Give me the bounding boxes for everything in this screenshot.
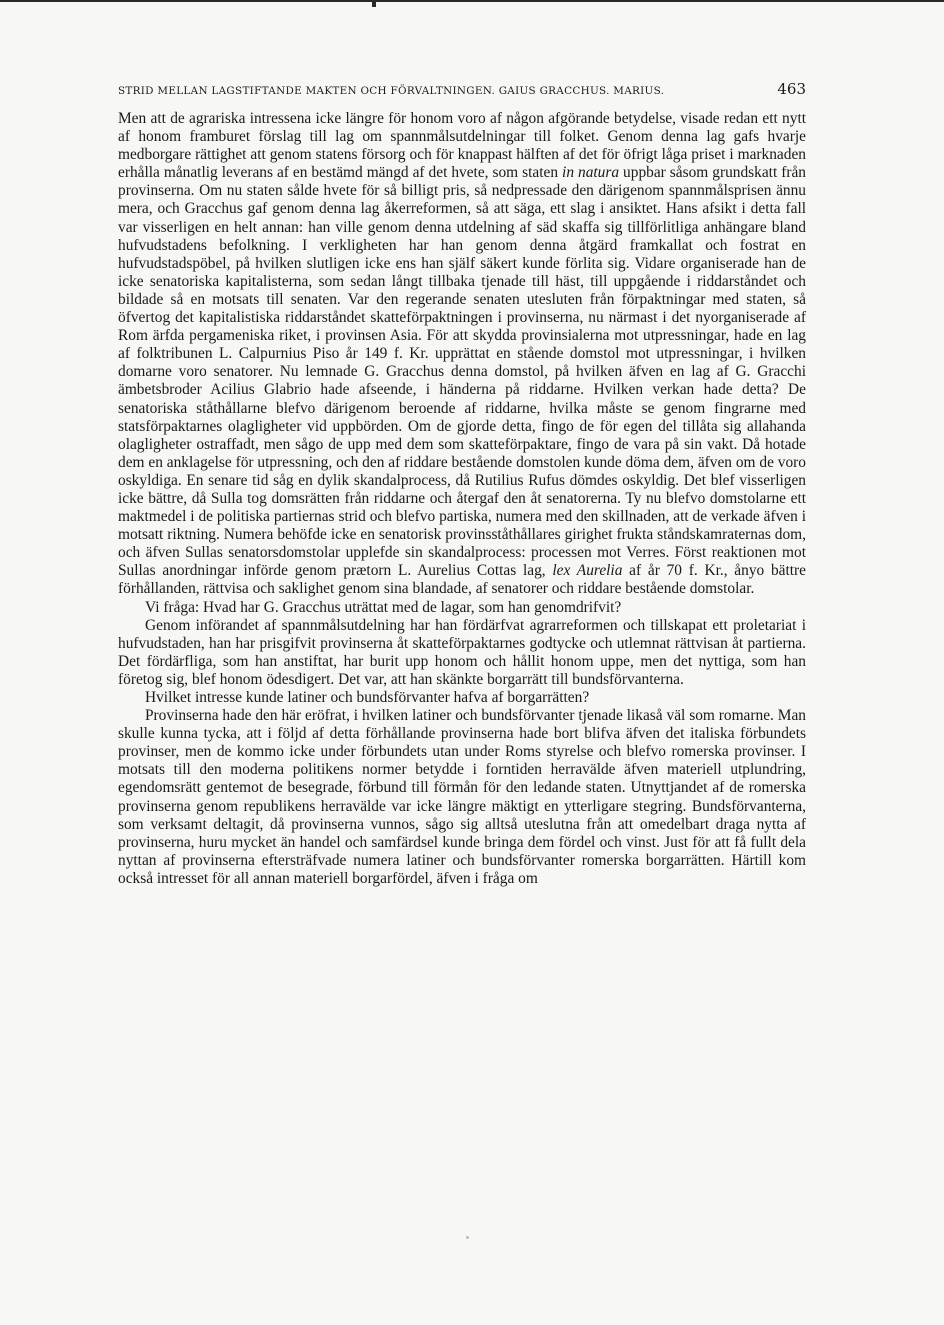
paragraph-5: Provinserna hade den här eröfrat, i hvilken latiner och bundsförvanter tjenade likaså väl som romarne. Man skulle kunna tycka, att i följd af detta förhållande provinserna hade bort blifva äfven det italiska förbundets provinser, men de kommo icke under förbundets utan under Roms styrelse och blefvo romerska provinser. I motsats till den moderna politikens normer betydde i forntiden herravälde äfven materiell utplundring, egendomsrätt gentemot de besegrade, förbund till förmån för den ledande staten. Utnyttjandet af de romerska provinserna genom republikens herravälde var icke längre mäktigt en ytterligare stegring. Bundsförvanterna, som verksamt deltagit, då provinserna vunnos, sågo sig alltså uteslutna från att omedelbart draga nytta af provinserna, huru mycket än handel och samfärdsel kunde bringa dem fördel och vinst. Just för att få fullt dela nyttan af provinserna eftersträfvade numera latiner och bundsförvanter romerska borgarrätten. Härtill kom också intresset för all annan materiell borgarfördel, äfven i fråga om (118, 707, 806, 887)
paragraph-3: Genom införandet af spannmålsutdelning har han fördärfvat agrarreformen och tillskapat ett proletariat i hufvudstaden, han har prisgifvit provinserna åt skatteförpaktarnes godtycke och utlemnat rättvisan åt partierna. Det fördärfliga, som han anstiftat, har burit upp honom och hållit honom uppe, men det nyttiga, som han företog sig, blef honom ödesdigert. Det var, att han skänkte borgarrätt till bundsförvanterna. (118, 616, 806, 688)
paragraph-text: uppbar såsom grundskatt från provinserna. Om nu staten sålde hvete för så billigt pris, så nedpressade den därigenom spannmålsprisen ännu mera, och Gracchus gaf genom denna lag åkerreformen, så att säga, ett slag i ansiktet. Hans afsikt i detta fall var visserligen en helt annan: han ville genom denna utdelning af säd skaffa sig tillförlitliga anhängare bland hufvudstadens befolkning. I verkligheten har han genom denna åtgärd framkallat och fostrat en hufvudstadspöbel, på hvilken slutligen icke ens han själf säkert kunde förlita sig. Vidare organiserade han de icke senatoriska kapitalisterna, som sedan långt tillbaka tjenade till häst, till uppgående i riddarståndet och bildade så en motsats till senaten. Var den regerande senaten utesluten från förpaktningar med staten, så öfvertog det kapitalistiska riddarståndet skatteförpaktningen i provinserna, nu närmast i det nyorganiserade af Rom ärfda pergameniska riket, i provinsen Asia. För att skydda provinsialerna mot utpressningar, hade en lag af folktribunen L. Calpurnius Piso år 149 f. Kr. upprättat en stående domstol mot utpressningar, i hvilken domarne voro senatorer. Nu lemnade G. Gracchus denna domstol, på hvilken äfven en lag af G. Gracchi ämbetsbroder Acilius Glabrio hade afseende, i händerna på riddarne. Hvilken verkan hade detta? De senatoriska ståthållarne blefvo därigenom beroende af riddarne, hvilka måste se genom fingrarne med statsförpaktarnes olagligheter vid uppbörden. Om de gjorde detta, fingo de för egen del tillåta sig allahanda olagligheter ostraffadt, men sågo de upp med dem som skatteförpaktare, fingo de vara på sin vakt. Då hotade dem en anklagelse för utpressning, och den af riddare bestående domstolen kunde döma dem, äfven om de voro oskyldiga. En senare tid såg en dylik skandalprocess, då Rutilius Rufus dömdes oskyldig. Det blef visserligen icke bättre, då Sulla tog domsrätten från riddarne och återgaf den åt senatorerna. Ty nu blefvo domstolarne ett maktmedel i de politiska partiernas strid och blefvo partiska, numera med den skillnaden, att de verkade äfven i motsatt riktning. Numera behöfde icke en senatorisk provinsståthållares girighet frukta ståndskamraternas dom, och äfven Sullas senatorsdomstolar upplefde sin skandalprocess: processen mot Verres. Först reaktionen mot Sullas anordningar införde genom prætorn L. Aurelius Cottas lag, (118, 164, 806, 580)
italic-term-lex-aurelia: lex Aurelia (552, 562, 623, 580)
paragraph-1 (118, 110, 806, 599)
scan-speck (466, 1236, 469, 1239)
body-text (118, 110, 806, 888)
top-border-line (0, 0, 944, 2)
running-title: STRID MELLAN LAGSTIFTANDE MAKTEN OCH FÖRVALTNINGEN. GAIUS GRACCHUS. MARIUS. (118, 85, 665, 97)
italic-term-in-natura: in natura (562, 164, 620, 182)
paragraph-4: Hvilket intresse kunde latiner och bundsförvanter hafva af borgarrätten? (145, 689, 590, 706)
paragraph-text: af år 70 f. Kr., ånyo bättre förhållanden, rättvisa och saklighet genom sina blandade, af senatorer och riddare bestående domstolar. (118, 562, 807, 598)
page-header (118, 80, 806, 102)
paragraph-2: Vi fråga: Hvad har G. Gracchus uträttat med de lagar, som han genomdrifvit? (145, 598, 622, 616)
paragraph-text: Men att de agrariska intressena icke längre för honom voro af någon afgörande betydelse, visade redan ett nytt af honom framburet förslag till lag om spannmålsutdelningar till folket. Genom denna lag gafs hvarje medborgare rättighet att genom statens försorg och för knappast hälften af det för öfrigt låga priset i marknaden erhålla månatlig leverans af en bestämd mängd af det hvete, som staten (118, 110, 806, 182)
page-number: 463 (777, 80, 806, 98)
top-border-mark (372, 0, 376, 7)
